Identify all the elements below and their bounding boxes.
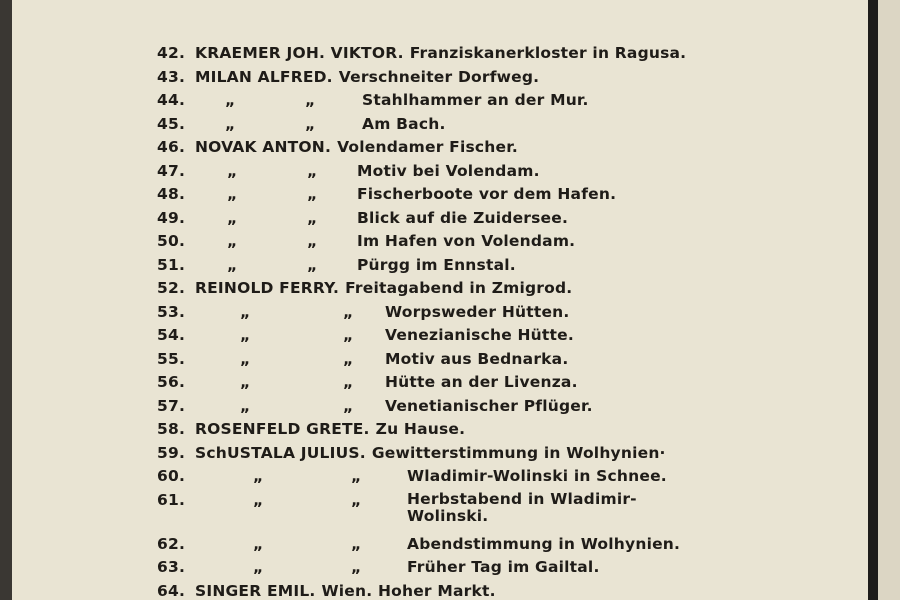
artwork-title: Franziskanerkloster in Ragusa. — [409, 44, 687, 62]
ditto-mark: „ — [253, 490, 264, 509]
catalog-entry — [145, 420, 845, 444]
adjacent-page — [878, 0, 900, 600]
entry-number: 54. — [157, 326, 186, 344]
artwork-title: Abendstimmung in Wolhynien. — [407, 534, 681, 553]
artwork-title: Stahlhammer an der Mur. — [362, 91, 589, 109]
ditto-mark: „ — [343, 326, 354, 344]
ditto-mark: „ — [307, 208, 318, 227]
artwork-title: Motiv aus Bednarka. — [385, 349, 569, 368]
catalog-entry — [145, 558, 845, 582]
entry-number: 63. — [157, 558, 186, 576]
entry-number: 61. — [157, 490, 186, 509]
artwork-title: Volendamer Fischer. — [337, 138, 518, 156]
ditto-mark: „ — [305, 114, 316, 133]
catalog-entry — [145, 44, 845, 68]
ditto-mark: „ — [343, 396, 354, 415]
entry-number: 52. — [157, 279, 186, 297]
catalog-entry — [145, 209, 845, 233]
ditto-mark: „ — [240, 349, 251, 368]
entry-number: 62. — [157, 534, 186, 553]
entry-number: 56. — [157, 373, 186, 391]
entry-number: 47. — [157, 161, 186, 180]
artwork-title: Zu Hause. — [375, 420, 466, 438]
catalog-entry — [145, 397, 845, 421]
artwork-title: Freitagabend in Zmigrod. — [345, 279, 573, 297]
catalog-entry — [145, 232, 845, 256]
ditto-mark: „ — [227, 255, 238, 274]
entry-number: 44. — [157, 91, 186, 109]
catalog-entry — [145, 303, 845, 327]
artist-name: REINOLD FERRY. — [195, 279, 340, 297]
catalog-entry — [145, 115, 845, 139]
catalog-entry — [145, 350, 845, 374]
catalog-entry — [145, 535, 845, 559]
catalog-entry — [145, 185, 845, 209]
ditto-mark: „ — [225, 114, 236, 133]
entry-number: 57. — [157, 396, 186, 415]
artwork-title: Verschneiter Dorfweg. — [338, 67, 540, 86]
artwork-title: Hütte an der Livenza. — [385, 373, 578, 391]
ditto-mark: „ — [351, 467, 362, 485]
ditto-mark: „ — [307, 232, 318, 250]
catalog-entry — [145, 279, 845, 303]
catalog-entry — [145, 326, 845, 350]
entry-number: 55. — [157, 349, 186, 368]
entry-number: 42. — [157, 44, 186, 62]
entry-number: 50. — [157, 232, 186, 250]
artwork-title: Venezianische Hütte. — [385, 326, 574, 344]
catalog-entry — [145, 138, 845, 162]
artwork-title: Gewitterstimmung in Wolhynien· — [371, 443, 666, 462]
entry-number: 59. — [157, 443, 186, 462]
artist-name: NOVAK ANTON. — [195, 138, 332, 156]
entry-number: 53. — [157, 302, 186, 321]
catalog-entry — [145, 256, 845, 280]
artwork-title: Früher Tag im Gailtal. — [407, 558, 600, 576]
right-page-edge — [868, 0, 878, 600]
catalog-entry — [145, 491, 845, 535]
artwork-title: Herbstabend in Wladimir-Wolinski. — [407, 489, 637, 525]
catalog-entry — [145, 68, 845, 92]
ditto-mark: „ — [240, 302, 251, 321]
entry-number: 46. — [157, 138, 186, 156]
ditto-mark: „ — [225, 91, 236, 109]
catalog-list — [145, 44, 845, 600]
artwork-title: Blick auf die Zuidersee. — [357, 208, 569, 227]
artist-name: MILAN ALFRED. — [195, 67, 333, 86]
artwork-title: Im Hafen von Volendam. — [357, 232, 576, 250]
ditto-mark: „ — [307, 161, 318, 180]
artwork-title: Fischerboote vor dem Hafen. — [357, 185, 617, 203]
ditto-mark: „ — [240, 396, 251, 415]
ditto-mark: „ — [351, 558, 362, 576]
entry-number: 60. — [157, 467, 186, 485]
artwork-title: Wien. Hoher Markt. — [321, 581, 496, 600]
entry-number: 64. — [157, 581, 186, 600]
ditto-mark: „ — [253, 467, 264, 485]
ditto-mark: „ — [253, 534, 264, 553]
artwork-title: Worpsweder Hütten. — [385, 302, 570, 321]
artist-name: SINGER EMIL. — [195, 581, 316, 600]
artist-name: SchUSTALA JULIUS. — [195, 443, 366, 462]
ditto-mark: „ — [253, 558, 264, 576]
entry-number: 49. — [157, 208, 186, 227]
entry-number: 43. — [157, 67, 186, 86]
ditto-mark: „ — [343, 349, 354, 368]
entry-number: 58. — [157, 420, 186, 438]
catalog-entry — [145, 444, 845, 468]
ditto-mark: „ — [240, 373, 251, 391]
artwork-title: Am Bach. — [362, 114, 446, 133]
ditto-mark: „ — [343, 302, 354, 321]
ditto-mark: „ — [305, 91, 316, 109]
catalog-page — [12, 0, 868, 600]
catalog-entry — [145, 373, 845, 397]
ditto-mark: „ — [307, 255, 318, 274]
left-page-edge — [0, 0, 12, 600]
artwork-title: Pürgg im Ennstal. — [357, 255, 516, 274]
ditto-mark: „ — [227, 185, 238, 203]
catalog-entry — [145, 91, 845, 115]
artwork-title: Motiv bei Volendam. — [357, 161, 540, 180]
ditto-mark: „ — [351, 490, 362, 509]
ditto-mark: „ — [351, 534, 362, 553]
entry-number: 51. — [157, 255, 186, 274]
ditto-mark: „ — [227, 232, 238, 250]
entry-number: 48. — [157, 185, 186, 203]
ditto-mark: „ — [227, 161, 238, 180]
catalog-entry — [145, 162, 845, 186]
ditto-mark: „ — [240, 326, 251, 344]
ditto-mark: „ — [343, 373, 354, 391]
artwork-title: Wladimir-Wolinski in Schnee. — [407, 467, 667, 485]
entry-number: 45. — [157, 114, 186, 133]
ditto-mark: „ — [307, 185, 318, 203]
artwork-title: Venetianischer Pflüger. — [385, 396, 593, 415]
ditto-mark: „ — [227, 208, 238, 227]
catalog-entry — [145, 467, 845, 491]
artist-name: KRAEMER JOH. VIKTOR. — [195, 44, 404, 62]
artist-name: ROSENFELD GRETE. — [195, 420, 370, 438]
catalog-entry — [145, 582, 845, 600]
